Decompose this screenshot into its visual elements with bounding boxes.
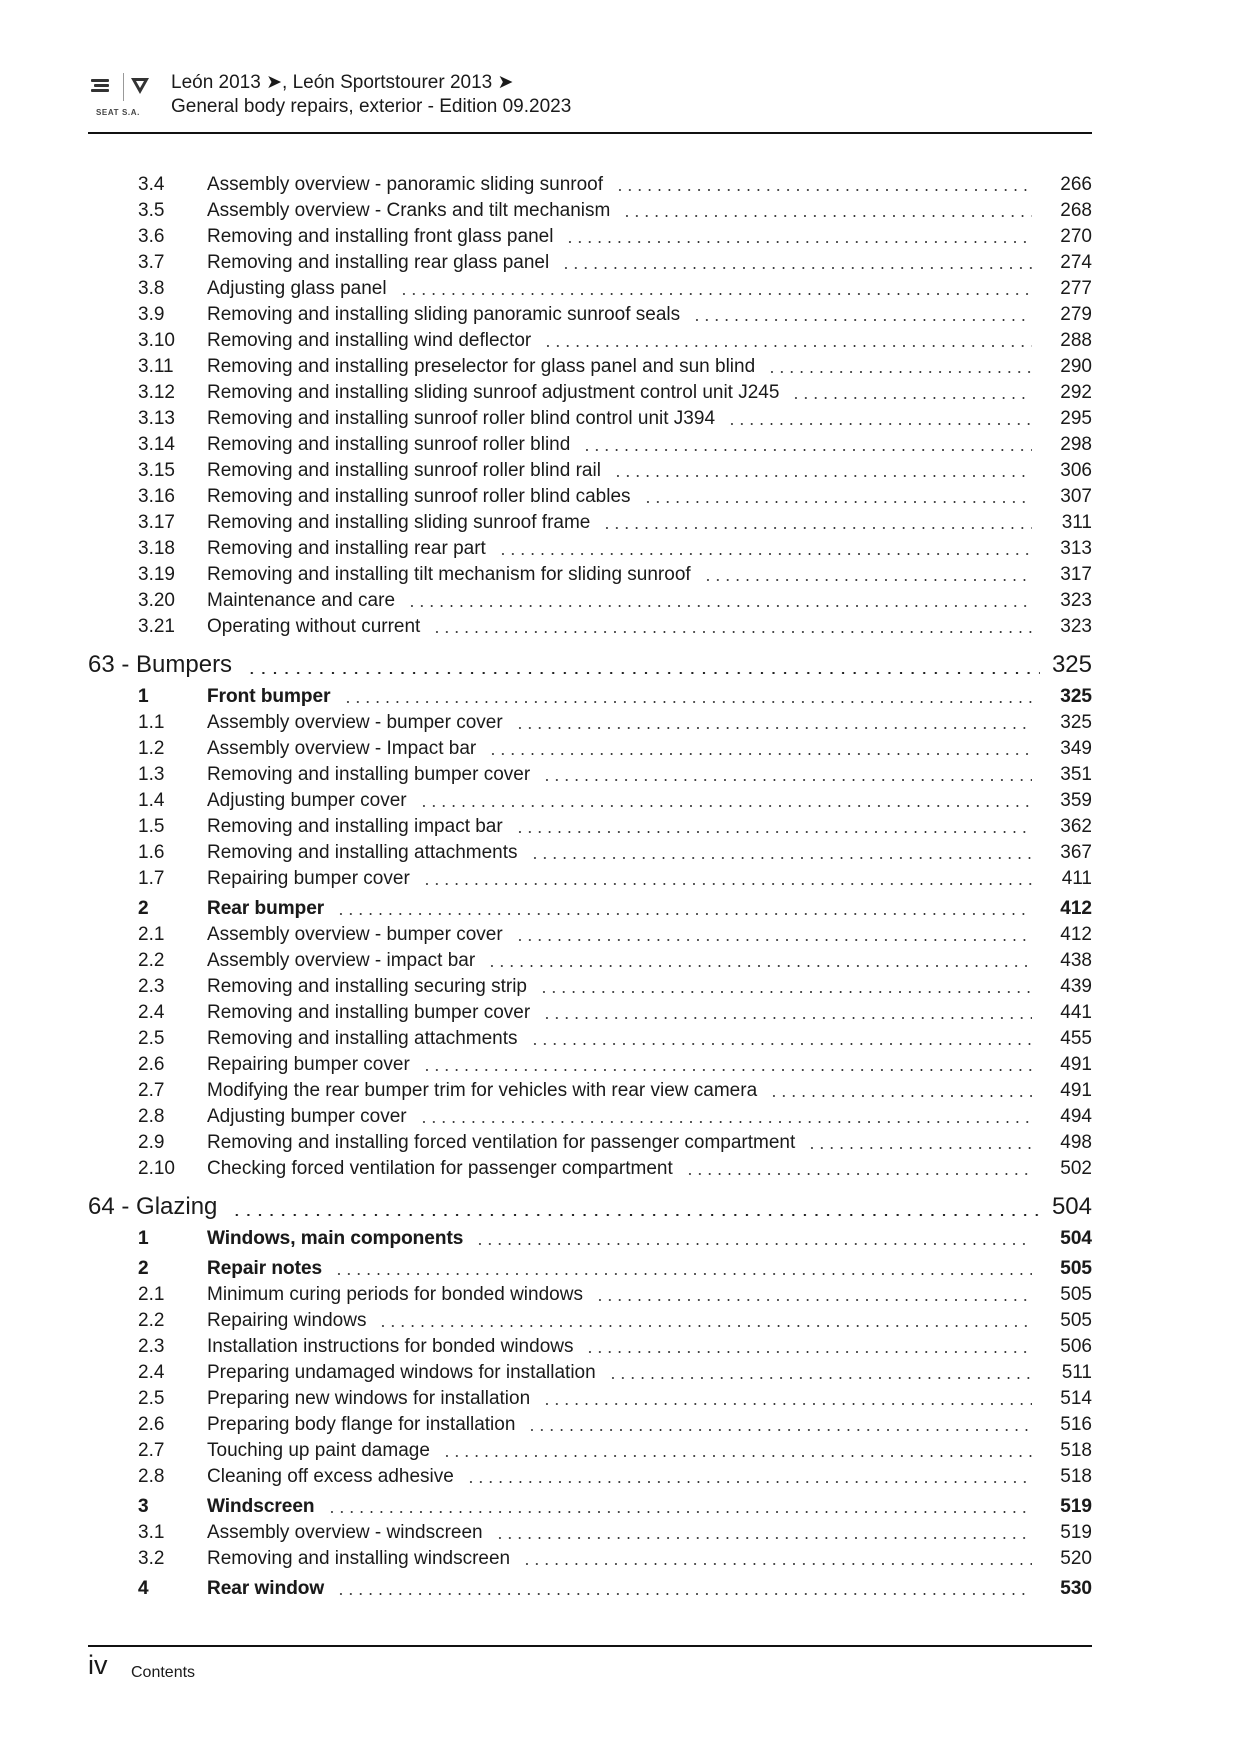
toc-title[interactable]: Removing and installing front glass panel — [207, 226, 554, 247]
toc-entry-row[interactable] — [88, 710, 1092, 736]
toc-number: 3 — [138, 1496, 149, 1517]
cupra-logo-icon — [130, 77, 150, 95]
toc-entry-row[interactable] — [88, 484, 1092, 510]
dot-leader — [334, 1256, 1032, 1282]
dot-leader — [542, 1000, 1032, 1026]
toc-entry-row[interactable] — [88, 1546, 1092, 1572]
toc-page-number[interactable]: 514 — [1060, 1388, 1092, 1409]
toc-page-number[interactable]: 519 — [1060, 1522, 1092, 1543]
dot-leader — [522, 1546, 1032, 1572]
dot-leader — [608, 1360, 1032, 1386]
dot-leader — [343, 684, 1033, 710]
toc-number: 2.5 — [138, 1388, 165, 1409]
table-of-contents — [88, 172, 1092, 1602]
toc-page-number[interactable]: 494 — [1060, 1106, 1092, 1127]
toc-entry-row[interactable] — [88, 1308, 1092, 1334]
toc-number: 2.1 — [138, 1284, 165, 1305]
toc-title[interactable]: Assembly overview - panoramic sliding sunroof — [207, 174, 603, 195]
toc-title[interactable]: Assembly overview - bumper cover — [207, 924, 503, 945]
dot-leader — [791, 380, 1032, 406]
toc-entry-row[interactable] — [88, 250, 1092, 276]
toc-title[interactable]: Removing and installing sliding sunroof adjustment control unit J245 — [207, 382, 780, 403]
toc-title[interactable]: Touching up paint damage — [207, 1440, 430, 1461]
dot-leader — [543, 328, 1032, 354]
toc-page-number[interactable]: 502 — [1060, 1158, 1092, 1179]
dot-leader — [565, 224, 1032, 250]
toc-section-row[interactable] — [88, 1226, 1092, 1252]
toc-title[interactable]: Removing and installing bumper cover — [207, 764, 531, 785]
dot-leader — [585, 1334, 1032, 1360]
dot-leader — [466, 1464, 1032, 1490]
dot-leader — [488, 736, 1032, 762]
toc-page-number[interactable]: 288 — [1060, 330, 1092, 351]
toc-page-number[interactable]: 441 — [1060, 1002, 1092, 1023]
dot-leader — [419, 788, 1032, 814]
page-header — [88, 70, 1092, 132]
toc-chapter-row[interactable] — [88, 650, 1092, 680]
dot-leader — [539, 974, 1032, 1000]
toc-title[interactable]: Preparing new windows for installation — [207, 1388, 531, 1409]
dot-leader — [407, 588, 1032, 614]
toc-page-number[interactable]: 516 — [1060, 1414, 1092, 1435]
document-subtitle: General body repairs, exterior - Edition 09.2023 — [171, 96, 572, 117]
toc-page-number[interactable]: 505 — [1060, 1258, 1092, 1279]
toc-page-number[interactable]: 498 — [1060, 1132, 1092, 1153]
dot-leader — [602, 510, 1032, 536]
toc-number: 3.19 — [138, 564, 175, 585]
toc-title[interactable]: Windscreen — [207, 1496, 315, 1517]
toc-entry-row[interactable] — [88, 276, 1092, 302]
toc-title[interactable]: Checking forced ventilation for passenger compartment — [207, 1158, 673, 1179]
toc-page-number[interactable]: 491 — [1060, 1054, 1092, 1075]
toc-page-number[interactable]: 313 — [1060, 538, 1092, 559]
toc-page-number[interactable]: 306 — [1060, 460, 1092, 481]
toc-entry-row[interactable] — [88, 788, 1092, 814]
toc-entry-row[interactable] — [88, 922, 1092, 948]
toc-entry-row[interactable] — [88, 536, 1092, 562]
toc-title[interactable]: Adjusting bumper cover — [207, 1106, 407, 1127]
toc-title[interactable]: Removing and installing windscreen — [207, 1548, 511, 1569]
toc-page-number[interactable]: 520 — [1060, 1548, 1092, 1569]
toc-number: 2.10 — [138, 1158, 175, 1179]
toc-title[interactable]: 63 - Bumpers — [88, 651, 233, 678]
toc-title[interactable]: Removing and installing attachments — [207, 1028, 518, 1049]
toc-entry-row[interactable] — [88, 974, 1092, 1000]
dot-leader — [807, 1130, 1032, 1156]
toc-number: 3.5 — [138, 200, 165, 221]
toc-section-row[interactable] — [88, 1494, 1092, 1520]
toc-page-number[interactable]: 323 — [1060, 616, 1092, 637]
toc-page-number[interactable]: 491 — [1060, 1080, 1092, 1101]
toc-title[interactable]: Preparing body flange for installation — [207, 1414, 516, 1435]
dot-leader — [622, 198, 1032, 224]
toc-number: 3.1 — [138, 1522, 165, 1543]
footer-divider — [88, 1645, 1092, 1647]
dot-leader — [530, 840, 1032, 866]
toc-title[interactable]: Removing and installing sunroof roller blind cables — [207, 486, 631, 507]
toc-page-number[interactable]: 277 — [1060, 278, 1092, 299]
toc-number: 3.6 — [138, 226, 165, 247]
toc-title[interactable]: Removing and installing forced ventilation for passenger compartment — [207, 1132, 796, 1153]
dot-leader — [727, 406, 1032, 432]
toc-title[interactable]: Repairing bumper cover — [207, 868, 410, 889]
toc-page-number[interactable]: 298 — [1060, 434, 1092, 455]
toc-number: 2.6 — [138, 1054, 165, 1075]
toc-entry-row[interactable] — [88, 1000, 1092, 1026]
toc-page-number[interactable]: 439 — [1060, 976, 1092, 997]
toc-page-number[interactable]: 530 — [1060, 1578, 1092, 1599]
toc-title[interactable]: 64 - Glazing — [88, 1193, 218, 1220]
toc-entry-row[interactable] — [88, 1078, 1092, 1104]
toc-page-number[interactable]: 323 — [1060, 590, 1092, 611]
toc-title[interactable]: Preparing undamaged windows for installation — [207, 1362, 596, 1383]
dot-leader — [703, 562, 1032, 588]
toc-page-number[interactable]: 351 — [1060, 764, 1092, 785]
page-number: iv — [88, 1650, 108, 1680]
dot-leader — [432, 614, 1032, 640]
dot-leader — [246, 652, 1040, 678]
toc-entry-row[interactable] — [88, 814, 1092, 840]
toc-page-number[interactable]: 268 — [1060, 200, 1092, 221]
toc-title[interactable]: Cleaning off excess adhesive — [207, 1466, 454, 1487]
toc-number: 2.2 — [138, 950, 165, 971]
dot-leader — [495, 1520, 1032, 1546]
toc-number: 1.7 — [138, 868, 165, 889]
toc-number: 2.4 — [138, 1362, 165, 1383]
dot-leader — [422, 866, 1032, 892]
toc-number: 3.11 — [138, 356, 174, 377]
toc-number: 2.6 — [138, 1414, 165, 1435]
dot-leader — [685, 1156, 1032, 1182]
toc-title[interactable]: Assembly overview - windscreen — [207, 1522, 483, 1543]
toc-page-number[interactable]: 362 — [1060, 816, 1092, 837]
toc-entry-row[interactable] — [88, 588, 1092, 614]
toc-number: 1.5 — [138, 816, 165, 837]
toc-entry-row[interactable] — [88, 614, 1092, 640]
dot-leader — [422, 1052, 1032, 1078]
dot-leader — [769, 1078, 1032, 1104]
toc-entry-row[interactable] — [88, 432, 1092, 458]
toc-entry-row[interactable] — [88, 562, 1092, 588]
toc-number: 1.6 — [138, 842, 165, 863]
toc-entry-row[interactable] — [88, 224, 1092, 250]
toc-entry-row[interactable] — [88, 1386, 1092, 1412]
toc-title[interactable]: Removing and installing sunroof roller blind rail — [207, 460, 601, 481]
toc-number: 3.18 — [138, 538, 175, 559]
dot-leader — [542, 1386, 1032, 1412]
toc-title[interactable]: Removing and installing securing strip — [207, 976, 527, 997]
toc-page-number[interactable]: 307 — [1060, 486, 1092, 507]
toc-number: 2.8 — [138, 1466, 165, 1487]
dot-leader — [542, 762, 1032, 788]
toc-number: 1 — [138, 686, 149, 707]
toc-number: 3.4 — [138, 174, 165, 195]
toc-page-number[interactable]: 270 — [1060, 226, 1092, 247]
toc-title[interactable]: Assembly overview - bumper cover — [207, 712, 503, 733]
toc-number: 2.3 — [138, 1336, 165, 1357]
toc-number: 2.1 — [138, 924, 165, 945]
toc-entry-row[interactable] — [88, 840, 1092, 866]
toc-entry-row[interactable] — [88, 1104, 1092, 1130]
toc-page-number[interactable]: 412 — [1060, 924, 1092, 945]
toc-entry-row[interactable] — [88, 1334, 1092, 1360]
toc-entry-row[interactable] — [88, 1520, 1092, 1546]
dot-leader — [643, 484, 1032, 510]
header-divider — [88, 132, 1092, 134]
toc-title[interactable]: Rear window — [207, 1578, 325, 1599]
toc-title[interactable]: Removing and installing rear part — [207, 538, 486, 559]
toc-page-number[interactable]: 504 — [1060, 1228, 1092, 1249]
toc-page-number[interactable]: 367 — [1060, 842, 1092, 863]
dot-leader — [515, 710, 1032, 736]
toc-title[interactable]: Assembly overview - impact bar — [207, 950, 476, 971]
toc-title[interactable]: Installation instructions for bonded windows — [207, 1336, 574, 1357]
toc-title[interactable]: Assembly overview - Impact bar — [207, 738, 477, 759]
toc-entry-row[interactable] — [88, 1156, 1092, 1182]
toc-page-number[interactable]: 317 — [1060, 564, 1092, 585]
toc-number: 2.3 — [138, 976, 165, 997]
brand-text: SEAT S.A. — [96, 108, 140, 117]
toc-number: 3.17 — [138, 512, 175, 533]
toc-title[interactable]: Removing and installing tilt mechanism for sliding sunroof — [207, 564, 691, 585]
toc-number: 2 — [138, 898, 149, 919]
toc-chapter-row[interactable] — [88, 1192, 1092, 1222]
toc-page-number[interactable]: 290 — [1060, 356, 1092, 377]
dot-leader — [399, 276, 1032, 302]
toc-entry-row[interactable] — [88, 948, 1092, 974]
toc-page-number[interactable]: 412 — [1060, 898, 1092, 919]
toc-title[interactable]: Removing and installing rear glass panel — [207, 252, 550, 273]
toc-entry-row[interactable] — [88, 328, 1092, 354]
toc-title[interactable]: Minimum curing periods for bonded windows — [207, 1284, 583, 1305]
toc-number: 2.4 — [138, 1002, 165, 1023]
toc-title[interactable]: Adjusting bumper cover — [207, 790, 407, 811]
toc-number: 1.4 — [138, 790, 165, 811]
toc-page-number[interactable]: 325 — [1060, 712, 1092, 733]
toc-page-number[interactable]: 295 — [1060, 408, 1092, 429]
dot-leader — [336, 896, 1032, 922]
toc-page-number[interactable]: 325 — [1051, 651, 1092, 678]
toc-title[interactable]: Front bumper — [207, 686, 331, 707]
toc-entry-row[interactable] — [88, 406, 1092, 432]
toc-page-number[interactable]: 266 — [1060, 174, 1092, 195]
toc-entry-row[interactable] — [88, 1052, 1092, 1078]
toc-number: 3.21 — [138, 616, 175, 637]
toc-entry-row[interactable] — [88, 1464, 1092, 1490]
dot-leader — [515, 922, 1032, 948]
dot-leader — [527, 1412, 1032, 1438]
toc-title[interactable]: Removing and installing attachments — [207, 842, 518, 863]
toc-entry-row[interactable] — [88, 354, 1092, 380]
dot-leader — [582, 432, 1032, 458]
toc-page-number[interactable]: 311 — [1061, 512, 1092, 533]
dot-leader — [327, 1494, 1032, 1520]
toc-entry-row[interactable] — [88, 1130, 1092, 1156]
toc-number: 2 — [138, 1258, 149, 1279]
dot-leader — [231, 1194, 1040, 1220]
toc-number: 3.10 — [138, 330, 175, 351]
dot-leader — [487, 948, 1032, 974]
toc-title[interactable]: Removing and installing sunroof roller blind — [207, 434, 571, 455]
toc-page-number[interactable]: 292 — [1060, 382, 1092, 403]
toc-number: 3.16 — [138, 486, 175, 507]
toc-number: 3.15 — [138, 460, 175, 481]
toc-entry-row[interactable] — [88, 866, 1092, 892]
toc-page-number[interactable]: 359 — [1060, 790, 1092, 811]
toc-number: 3.2 — [138, 1548, 165, 1569]
logo-divider — [123, 73, 124, 101]
toc-number: 2.9 — [138, 1132, 165, 1153]
dot-leader — [613, 458, 1032, 484]
toc-title[interactable]: Repairing bumper cover — [207, 1054, 410, 1075]
dot-leader — [419, 1104, 1032, 1130]
toc-number: 1.2 — [138, 738, 165, 759]
toc-page-number[interactable]: 438 — [1060, 950, 1092, 971]
toc-number: 2.7 — [138, 1440, 165, 1461]
toc-title[interactable]: Removing and installing sunroof roller blind control unit J394 — [207, 408, 716, 429]
dot-leader — [767, 354, 1032, 380]
toc-number: 3.12 — [138, 382, 175, 403]
toc-page-number[interactable]: 455 — [1060, 1028, 1092, 1049]
toc-number: 2.2 — [138, 1310, 165, 1331]
toc-page-number[interactable]: 274 — [1060, 252, 1092, 273]
toc-entry-row[interactable] — [88, 1282, 1092, 1308]
toc-number: 3.9 — [138, 304, 165, 325]
toc-page-number[interactable]: 325 — [1060, 686, 1092, 707]
dot-leader — [498, 536, 1032, 562]
toc-number: 2.8 — [138, 1106, 165, 1127]
dot-leader — [692, 302, 1032, 328]
toc-section-row[interactable] — [88, 684, 1092, 710]
toc-title[interactable]: Repairing windows — [207, 1310, 367, 1331]
toc-page-number[interactable]: 349 — [1060, 738, 1092, 759]
seat-logo-icon — [91, 79, 109, 93]
toc-page-number[interactable]: 518 — [1060, 1440, 1092, 1461]
toc-title[interactable]: Removing and installing sliding panoramic sunroof seals — [207, 304, 681, 325]
toc-title[interactable]: Removing and installing sliding sunroof frame — [207, 512, 591, 533]
toc-title[interactable]: Rear bumper — [207, 898, 325, 919]
dot-leader — [615, 172, 1032, 198]
toc-section-row[interactable] — [88, 1256, 1092, 1282]
toc-entry-row[interactable] — [88, 1026, 1092, 1052]
toc-title[interactable]: Removing and installing preselector for glass panel and sun blind — [207, 356, 756, 377]
dot-leader — [475, 1226, 1032, 1252]
dot-leader — [336, 1576, 1032, 1602]
toc-number: 3.20 — [138, 590, 175, 611]
toc-page-number[interactable]: 505 — [1060, 1310, 1092, 1331]
toc-title[interactable]: Modifying the rear bumper trim for vehicles with rear view camera — [207, 1080, 758, 1101]
toc-title[interactable]: Operating without current — [207, 616, 421, 637]
toc-entry-row[interactable] — [88, 1412, 1092, 1438]
toc-title[interactable]: Adjusting glass panel — [207, 278, 387, 299]
toc-entry-row[interactable] — [88, 1438, 1092, 1464]
toc-entry-row[interactable] — [88, 736, 1092, 762]
toc-title[interactable]: Windows, main components — [207, 1228, 464, 1249]
dot-leader — [442, 1438, 1032, 1464]
footer-label: Contents — [131, 1664, 196, 1681]
toc-number: 3.13 — [138, 408, 175, 429]
toc-page-number[interactable]: 519 — [1060, 1496, 1092, 1517]
toc-page-number[interactable]: 511 — [1061, 1362, 1092, 1383]
toc-entry-row[interactable] — [88, 458, 1092, 484]
toc-title[interactable]: Removing and installing wind deflector — [207, 330, 532, 351]
toc-title[interactable]: Removing and installing impact bar — [207, 816, 503, 837]
dot-leader — [595, 1282, 1032, 1308]
toc-number: 1.3 — [138, 764, 165, 785]
toc-entry-row[interactable] — [88, 1360, 1092, 1386]
toc-number: 2.7 — [138, 1080, 165, 1101]
toc-page-number[interactable]: 505 — [1060, 1284, 1092, 1305]
toc-title[interactable]: Removing and installing bumper cover — [207, 1002, 531, 1023]
toc-page-number[interactable]: 411 — [1061, 868, 1092, 889]
toc-section-row[interactable] — [88, 1576, 1092, 1602]
toc-entry-row[interactable] — [88, 172, 1092, 198]
dot-leader — [515, 814, 1032, 840]
toc-page-number[interactable]: 518 — [1060, 1466, 1092, 1487]
dot-leader — [378, 1308, 1032, 1334]
toc-number: 2.5 — [138, 1028, 165, 1049]
document-title: León 2013 ➤, León Sportstourer 2013 ➤ — [171, 72, 514, 93]
toc-title[interactable]: Maintenance and care — [207, 590, 396, 611]
toc-page-number[interactable]: 504 — [1051, 1193, 1092, 1220]
toc-page-number[interactable]: 279 — [1060, 304, 1092, 325]
toc-page-number[interactable]: 506 — [1060, 1336, 1092, 1357]
toc-number: 3.8 — [138, 278, 165, 299]
toc-number: 4 — [138, 1578, 149, 1599]
toc-number: 1.1 — [138, 712, 165, 733]
toc-entry-row[interactable] — [88, 762, 1092, 788]
toc-entry-row[interactable] — [88, 510, 1092, 536]
toc-number: 1 — [138, 1228, 149, 1249]
toc-number: 3.14 — [138, 434, 175, 455]
toc-number: 3.7 — [138, 252, 165, 273]
toc-title[interactable]: Assembly overview - Cranks and tilt mechanism — [207, 200, 611, 221]
toc-entry-row[interactable] — [88, 380, 1092, 406]
dot-leader — [561, 250, 1032, 276]
toc-title[interactable]: Repair notes — [207, 1258, 323, 1279]
toc-entry-row[interactable] — [88, 302, 1092, 328]
toc-entry-row[interactable] — [88, 198, 1092, 224]
toc-section-row[interactable] — [88, 896, 1092, 922]
dot-leader — [530, 1026, 1032, 1052]
